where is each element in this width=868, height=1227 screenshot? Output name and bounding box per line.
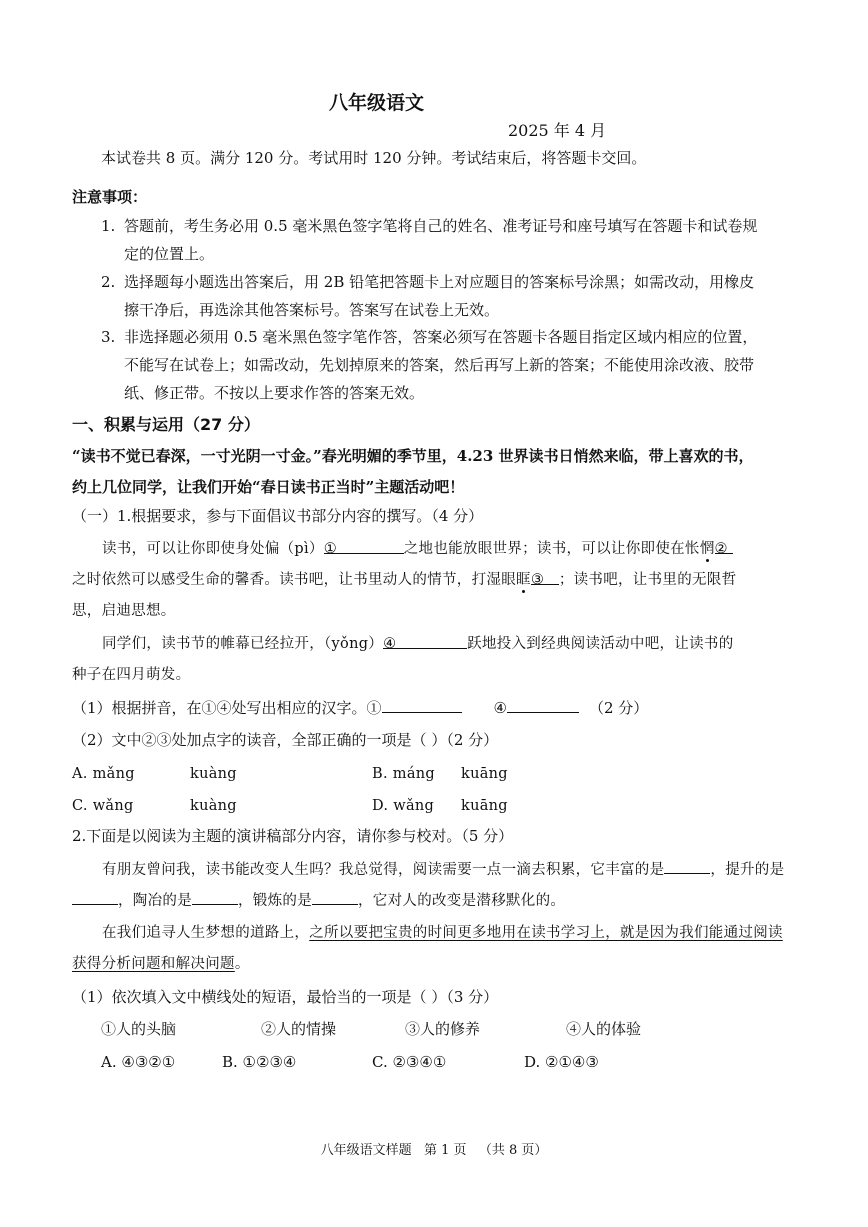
answer-blank-1[interactable] [382, 697, 462, 713]
dotted-char-3: 眶 [516, 572, 531, 588]
q1-passage-line-3: 思，启迪思想。 [72, 603, 176, 619]
marker-2: ② [714, 541, 728, 557]
q2-sub-1: （1）依次填入文中横线处的短语，最恰当的一项是（ ）（3 分） [72, 988, 499, 1006]
q2-blank-3[interactable] [192, 889, 238, 905]
option-c-pinyin: kuàng [190, 798, 237, 814]
choice-d[interactable]: D. ②①④③ [524, 1053, 599, 1071]
notice-3-line-2: 不能写在试卷上；如需改动，先划掉原来的答案，然后再写上新的答案；不能使用涂改液、胶带 [124, 356, 755, 374]
notice-3-line-3: 纸、修正带。不按以上要求作答的答案无效。 [124, 384, 425, 402]
q2-passage-line-4 [72, 953, 250, 975]
q1-passage-1a: 读书，可以让你即使身处偏（pì） [102, 541, 324, 557]
option-d-pinyin: kuāng [461, 798, 508, 814]
exam-date: 2025 年 4 月 [508, 121, 607, 140]
q1-passage-1b: 之地也能放眼世界；读书，可以让你即使在怅 [403, 541, 700, 557]
notice-2-line-2: 擦干净后，再选涂其他答案标号。答案写在试卷上无效。 [124, 301, 500, 319]
q2-passage-1b: ，提升的是 [710, 862, 785, 878]
q2-passage-4b: 。 [234, 956, 250, 972]
q1-passage-4b: 跃地投入到经典阅读活动中吧，让读书的 [467, 636, 734, 652]
blank-1 [323, 538, 404, 557]
q1-passage-2a: 之时依然可以感受生命的馨香。读书吧，让书里动人的情节，打湿眼 [72, 572, 516, 588]
q2-passage-line-3 [102, 922, 783, 944]
q2-underlined-sentence-1: 之所以要把宝贵的时间更多地用在读书学习上，就是因为我们能通过阅读 [309, 925, 783, 941]
option-d-label[interactable]: D. wǎng [372, 798, 435, 814]
phrase-1: ①人的头脑 [101, 1020, 177, 1038]
q2-blank-4[interactable] [312, 889, 358, 905]
q2-passage-2c: ，它对人的改变是潜移默化的。 [358, 893, 566, 909]
page-title: 八年级语文 [329, 92, 425, 114]
notice-title: 注意事项： [72, 188, 148, 206]
blank-4 [383, 633, 467, 652]
q1-passage-2c: ；读书吧，让书里的无限哲 [558, 572, 737, 588]
q2-passage-line-2 [72, 889, 565, 912]
section-1-heading: 一、积累与运用（27 分） [72, 415, 260, 434]
phrase-3: ③人的修养 [405, 1020, 481, 1038]
q1-passage-line-5: 种子在四月萌发。 [72, 667, 191, 683]
q1-sub-1-text: （1）根据拼音，在①④处写出相应的汉字。① [72, 699, 382, 717]
notice-3-number: 3. [101, 328, 116, 346]
blank-2 [714, 538, 733, 557]
intro-text: 本试卷共 8 页。满分 120 分。考试用时 120 分钟。考试结束后，将答题卡交回。 [101, 149, 647, 167]
option-a-pinyin: kuàng [190, 766, 237, 782]
q1-passage-line-4 [102, 633, 734, 655]
marker-3: ③ [530, 572, 545, 588]
choice-a[interactable]: A. ④③②① [101, 1053, 176, 1071]
q2-passage-2a: ，陶冶的是 [118, 893, 192, 909]
q2-passage-1a: 有朋友曾问我，读书能改变人生吗？我总觉得，阅读需要一点一滴去积累，它丰富的是 [102, 862, 665, 878]
answer-blank-4[interactable] [507, 697, 579, 713]
notice-3-line-1: 非选择题必须用 0.5 毫米黑色签字笔作答，答案必须写在答题卡各题目指定区域内相应的位置， [124, 328, 758, 346]
notice-2-number: 2. [101, 273, 116, 291]
notice-1-number: 1. [101, 217, 116, 235]
phrase-4: ④人的体验 [566, 1020, 642, 1038]
notice-1-line-1: 答题前，考生务必用 0.5 毫米黑色签字笔将自己的姓名、准考证号和座号填写在答题卡和试卷规 [124, 217, 758, 235]
question-2-heading: 2.下面是以阅读为主题的演讲稿部分内容，请你参与校对。（5 分） [72, 827, 514, 845]
q2-blank-2[interactable] [72, 889, 118, 905]
notice-1-line-2: 定的位置上。 [124, 245, 215, 263]
q1-sub-1 [72, 697, 648, 719]
option-b-pinyin: kuāng [461, 766, 508, 782]
phrase-2: ②人的情操 [261, 1020, 337, 1038]
option-c-label[interactable]: C. wǎng [72, 798, 134, 814]
lead-line-2: 约上几位同学，让我们开始“春日读书正当时”主题活动吧！ [72, 478, 465, 496]
option-b-label[interactable]: B. máng [372, 766, 435, 782]
choice-b[interactable]: B. ①②③④ [222, 1053, 297, 1071]
q2-blank-1[interactable] [664, 858, 710, 874]
dotted-char-2: 惘 [699, 541, 715, 557]
choice-c[interactable]: C. ②③④① [372, 1053, 447, 1071]
q1-sub-1-score: （2 分） [589, 699, 649, 717]
q1-sub-2: （2）文中②③处加点字的读音，全部正确的一项是（ ）（2 分） [72, 731, 499, 749]
page-footer: 八年级语文样题 第 1 页 （共 8 页） [320, 1143, 548, 1158]
marker-4: ④ [383, 636, 397, 652]
marker-1: ① [323, 541, 338, 557]
lead-line-1: “读书不觉已春深，一寸光阴一寸金。”春光明媚的季节里，4.23 世界读书日悄然来临，带上喜欢的书， [72, 447, 754, 465]
blank-3 [530, 569, 559, 588]
q1-passage-4a: 同学们，读书节的帷幕已经拉开，（yǒng） [102, 636, 384, 652]
q1-passage-line-2 [72, 569, 736, 591]
q1-sub-1-marker-4: ④ [493, 699, 507, 717]
q2-underlined-sentence-2: 获得分析问题和解决问题 [72, 956, 235, 972]
q2-passage-3a: 在我们追寻人生梦想的道路上， [102, 925, 310, 941]
q2-passage-line-1 [102, 858, 784, 881]
option-a-label[interactable]: A. mǎng [72, 766, 135, 782]
notice-2-line-1: 选择题每小题选出答案后，用 2B 铅笔把答题卡上对应题目的答案标号涂黑；如需改动，用橡皮 [124, 273, 755, 291]
question-1-heading: （一）1.根据要求，参与下面倡议书部分内容的撰写。（4 分） [72, 507, 484, 525]
q2-passage-2b: ，锻炼的是 [238, 893, 312, 909]
q1-passage-line-1 [102, 538, 733, 560]
